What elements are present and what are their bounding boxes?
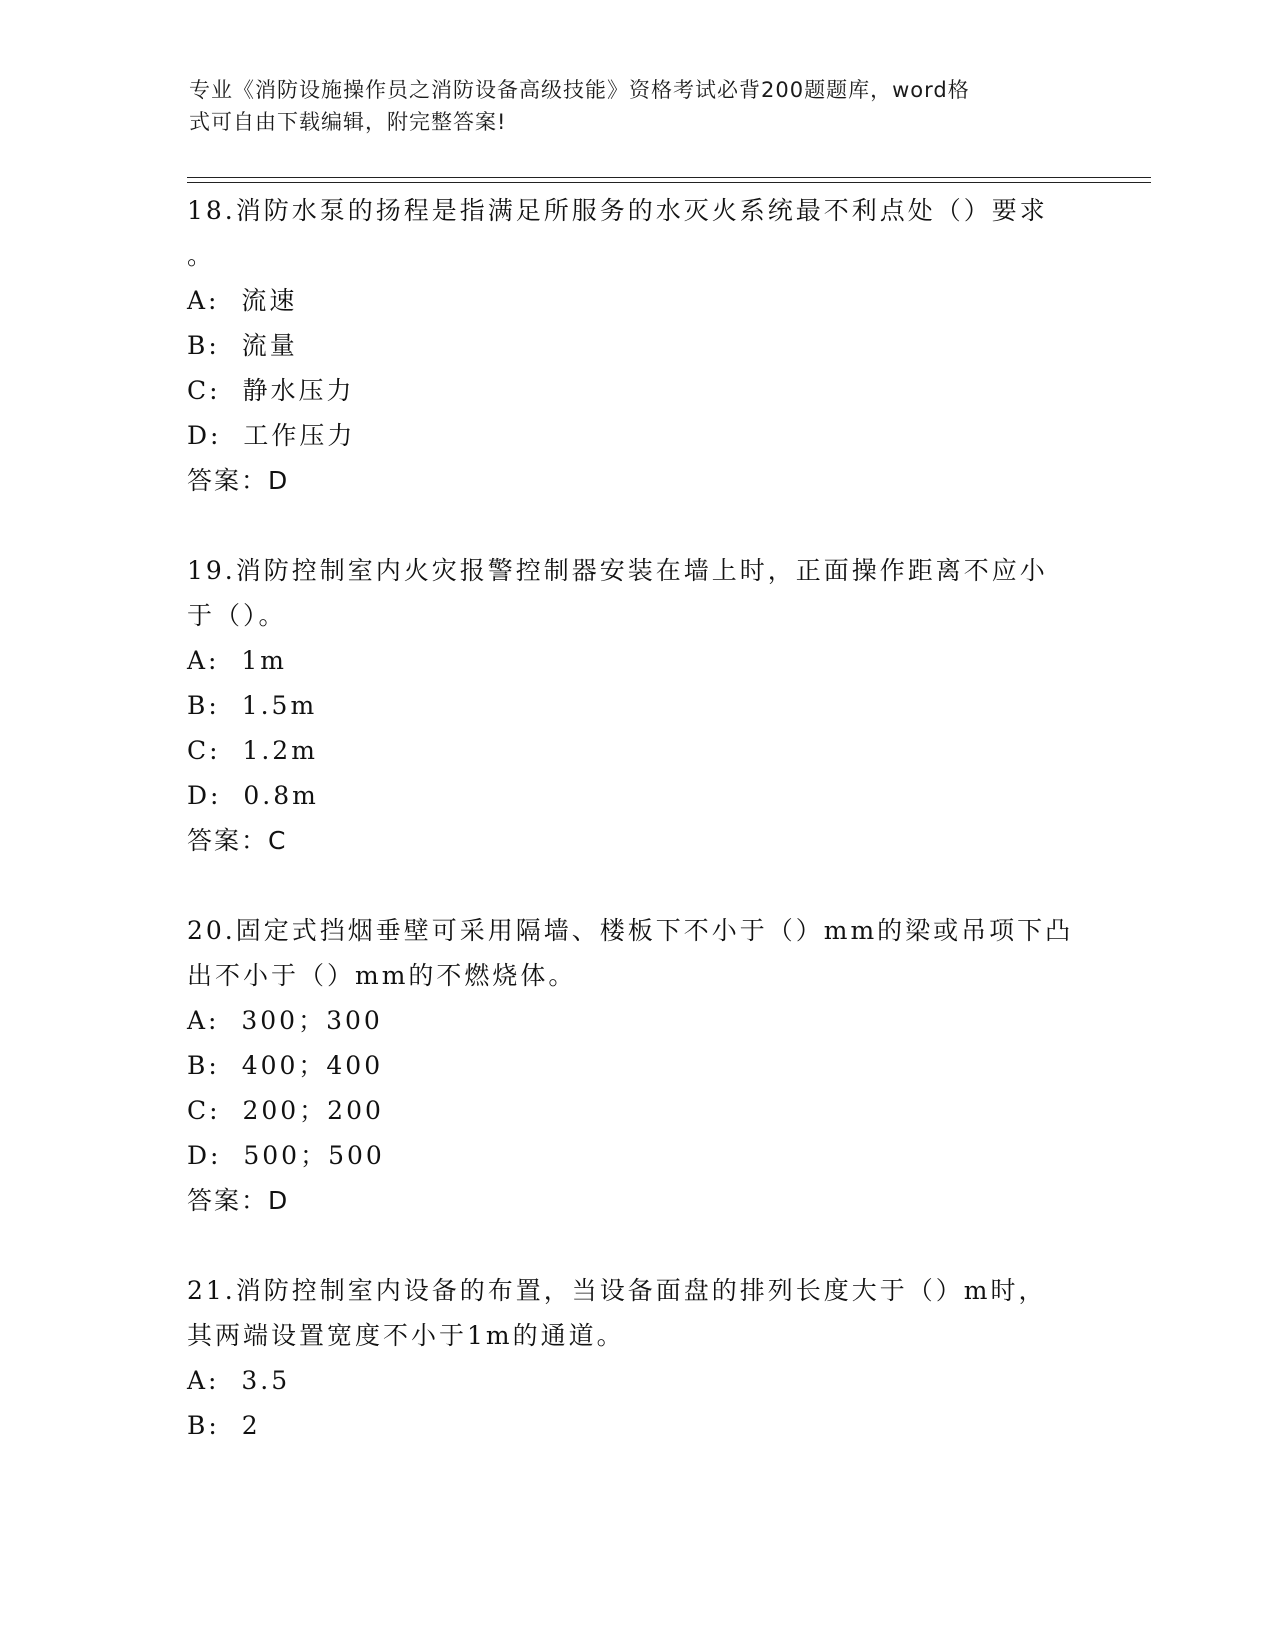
option-c: C: 200；200 xyxy=(187,1096,384,1125)
option-b: B: 400；400 xyxy=(187,1051,384,1080)
question-text-line-2: 于（）。 xyxy=(187,601,287,630)
option-a: A: 3.5 xyxy=(187,1366,291,1395)
question-text-line-1: 20.固定式挡烟垂壁可采用隔墙、楼板下不小于（）mm的梁或吊项下凸 xyxy=(187,916,1074,945)
option-a: A: 流速 xyxy=(187,286,298,315)
question-text-line-1: 21.消防控制室内设备的布置，当设备面盘的排列长度大于（）m时， xyxy=(187,1276,1047,1305)
answer-line: 答案：D xyxy=(187,466,290,495)
answer-line: 答案：C xyxy=(187,826,288,855)
question-text-line-1: 18.消防水泵的扬程是指满足所服务的水灭火系统最不利点处（）要求 xyxy=(187,196,1048,225)
document-header xyxy=(189,74,1069,138)
question-21 xyxy=(187,1268,1087,1448)
header-line-2: 式可自由下载编辑，附完整答案! xyxy=(189,110,507,134)
question-20 xyxy=(187,908,1087,1223)
option-b: B: 2 xyxy=(187,1411,261,1440)
question-text-line-2: 其两端设置宽度不小于1m的通道。 xyxy=(187,1321,625,1350)
option-d: D: 500；500 xyxy=(187,1141,385,1170)
option-a: A: 1m xyxy=(187,646,287,675)
header-divider-top xyxy=(187,177,1151,178)
option-d: D: 工作压力 xyxy=(187,421,356,450)
question-text-line-2: 。 xyxy=(187,241,216,270)
option-c: C: 静水压力 xyxy=(187,376,355,405)
question-18 xyxy=(187,188,1087,503)
option-a: A: 300；300 xyxy=(187,1006,383,1035)
option-c: C: 1.2m xyxy=(187,736,318,765)
option-d: D: 0.8m xyxy=(187,781,319,810)
answer-line: 答案：D xyxy=(187,1186,290,1215)
option-b: B: 1.5m xyxy=(187,691,318,720)
header-line-1: 专业《消防设施操作员之消防设备高级技能》资格考试必背200题题库，word格 xyxy=(189,78,970,102)
question-text-line-1: 19.消防控制室内火灾报警控制器安装在墙上时，正面操作距离不应小 xyxy=(187,556,1048,585)
question-text-line-2: 出不小于（）mm的不燃烧体。 xyxy=(187,961,577,990)
header-divider-bottom xyxy=(187,182,1151,183)
question-19 xyxy=(187,548,1087,863)
question-list xyxy=(187,188,1087,1493)
option-b: B: 流量 xyxy=(187,331,298,360)
